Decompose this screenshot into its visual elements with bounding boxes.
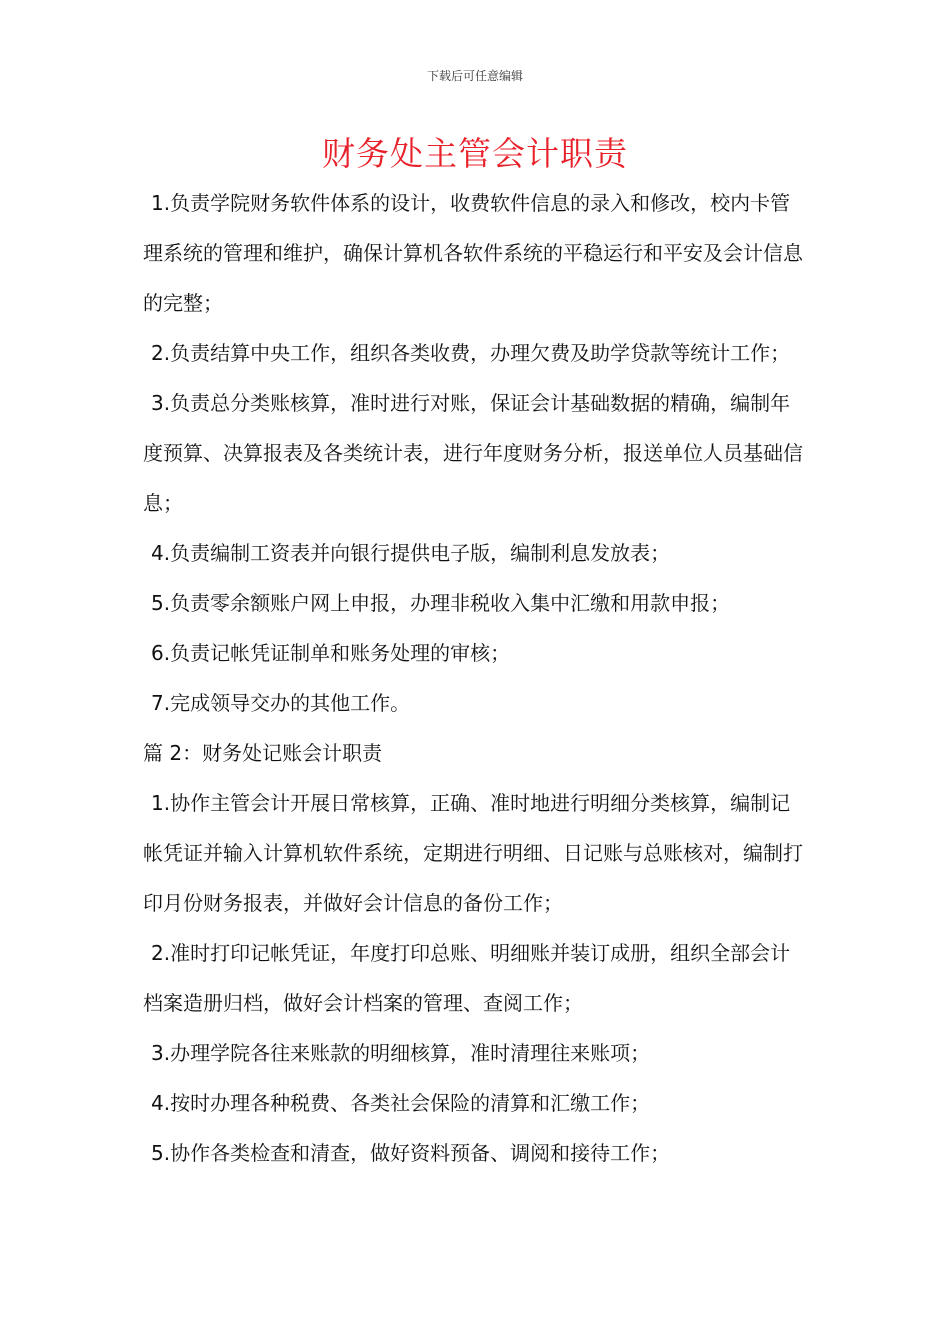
header-note: 下载后可任意编辑 [426, 69, 523, 83]
duty-item-3: 3.办理学院各往来账款的明细核算，准时清理往来账项； [151, 1041, 651, 1065]
duty-item-2: 2.准时打印记帐凭证，年度打印总账、明细账并装订成册，组织全部会计档案造册归档，做好会计档案的管理、查阅工作； [143, 941, 791, 1015]
duty-item-3: 3.负责总分类账核算，准时进行对账，保证会计基础数据的精确，编制年度预算、决算报表及各类统计表，进行年度财务分析，报送单位人员基础信息； [143, 391, 803, 515]
duty-item-2: 2.负责结算中央工作，组织各类收费，办理欠费及助学贷款等统计工作； [151, 341, 791, 365]
duty-item-1: 1.协作主管会计开展日常核算，正确、准时地进行明细分类核算，编制记帐凭证并输入计算机软件系统，定期进行明细、日记账与总账核对，编制打印月份财务报表，并做好会计信息的备份工作； [143, 791, 803, 915]
duty-item-4: 4.负责编制工资表并向银行提供电子版，编制利息发放表； [151, 541, 671, 565]
duty-item-5: 5.协作各类检查和清查，做好资料预备、调阅和接待工作； [151, 1141, 671, 1165]
document-title: 财务处主管会计职责 [322, 134, 628, 173]
duty-item-4: 4.按时办理各种税费、各类社会保险的清算和汇缴工作； [151, 1091, 651, 1115]
duty-item-5: 5.负责零余额账户网上申报，办理非税收入集中汇缴和用款申报； [151, 591, 731, 615]
duty-item-1: 1.负责学院财务软件体系的设计，收费软件信息的录入和修改，校内卡管理系统的管理和维护，确保计算机各软件系统的平稳运行和平安及会计信息的完整； [143, 191, 803, 315]
duty-item-6: 6.负责记帐凭证制单和账务处理的审核； [151, 641, 511, 665]
duty-item-7: 7.完成领导交办的其他工作。 [151, 691, 411, 715]
document-body [143, 178, 809, 1178]
section-heading: 篇 2：财务处记账会计职责 [143, 741, 383, 765]
